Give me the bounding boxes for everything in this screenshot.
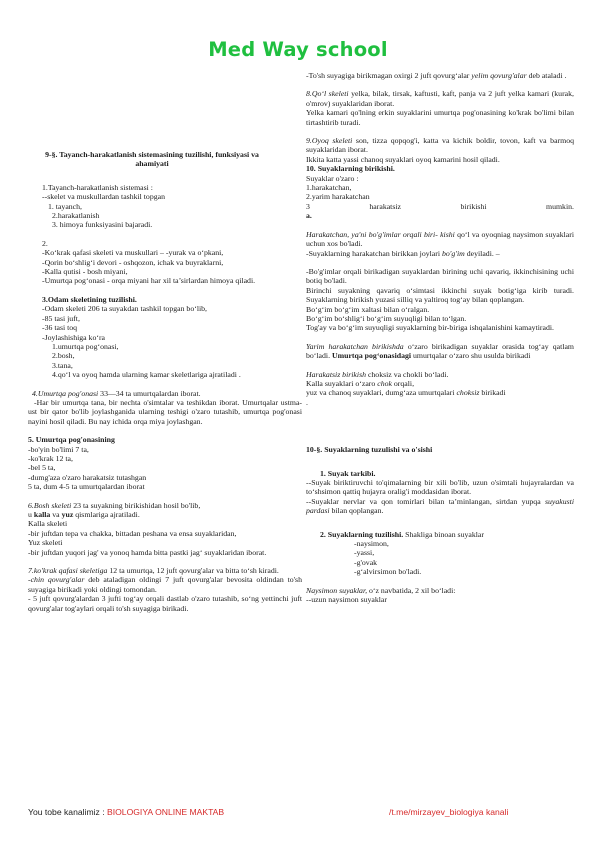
r4-word: birikishi: [460, 201, 487, 211]
r5-italic: Harakatchan, ya'ni bo'g'imlar orqali biri- kishi: [306, 229, 455, 239]
s5-line: -dumg'aza o'zaro harakatsiz tutashgan: [28, 472, 147, 482]
left-column: [28, 150, 302, 613]
section-10-heading: 10-§. Suyaklarning tuzulishi va o'sishi: [306, 445, 433, 455]
r2-line: [306, 89, 574, 108]
r6-line: Bo‘g‘im bo‘shlig‘i bo‘g‘im suyuqligi bilan to‘lgan.: [306, 313, 467, 323]
r1-italic: yelim qovurg'alar: [471, 71, 527, 80]
t1-italic: suyakusti pardasi: [306, 496, 574, 516]
r3-line: Ikkita katta yassi chanoq suyaklari oyoq kamarini hosil qiladi.: [306, 154, 500, 164]
r8-line: [306, 370, 574, 379]
s6-line: [28, 501, 302, 510]
r6-line: -Bo'g'imlar orqali birikadigan suyaklardan birining uchi qavariq, ikkinchisining uchi botiq bo'ladi.: [306, 266, 574, 286]
youtube-channel-link[interactable]: BIOLOGIYA ONLINE MAKTAB: [106, 807, 225, 817]
t2-line: -g'ovak: [354, 557, 378, 567]
r7-italic: Yarim harakatchan birikishda: [306, 341, 404, 351]
s7-italic: -chin qovurg'alar: [28, 575, 85, 585]
t3-text: o‘z navbatida, 2 xil bo‘ladi:: [367, 585, 456, 595]
t1-title: 1. Suyak tarkibi.: [320, 468, 376, 478]
t1-text: bilan qoplangan.: [329, 506, 384, 516]
r7-bold: Umurtqa pog‘onasidagi: [331, 351, 412, 361]
footer-label: You tobe kanalimiz :: [28, 807, 107, 817]
right-column: [306, 71, 574, 604]
r8-italic: chok: [377, 378, 392, 388]
r4-line: 2.yarim harakatchan: [306, 192, 370, 202]
r5-text: -Suyaklarning harakatchan birikkan joylari: [306, 248, 442, 258]
s7-line: - 5 juft qovurg'alardan 3 jufti tog‘ay orqali dastlab o'zaro tutashib, so‘ng yettinchi juft qovurg'alar tog'aylari orqali to'sh suyagiga birikadi.: [28, 594, 302, 613]
r5-text: qo‘l va oyoqniag naysimon suyaklari uchun xos bo'ladi.: [306, 229, 574, 249]
s6-line: [28, 510, 302, 519]
s6-text: u: [28, 510, 34, 519]
s1-line: 2.harakatlanish: [52, 211, 100, 221]
s2-line: -Ko‘krak qafasi skeleti va muskullari – -yurak va o‘pkani,: [42, 248, 224, 258]
t3-line: [306, 586, 574, 595]
r6-line: Tog'ay va bo‘g‘im suyuqligi suyaklarning bir-biriga ishqalanishini kamaytiradi.: [306, 323, 554, 333]
s3-line: 3.tana,: [52, 360, 73, 370]
r5-text: deyiladi. –: [464, 248, 500, 258]
r8-text: birikadi: [479, 388, 506, 398]
r6-line: Bo‘g‘im bo‘g‘im xaltasi bilan o‘ralgan.: [306, 304, 430, 314]
s3-line: 4.qo‘l va oyoq hamda ularning kamar skeletlariga ajratiladi .: [52, 370, 241, 380]
r8-text: Kalla suyaklari o‘zaro: [306, 378, 378, 388]
s6-line: Yuz skeleti: [28, 538, 63, 548]
r7-text: umurtqalar o‘zaro shu usulda birikadi: [411, 351, 531, 361]
t1-text: --Suyaklar nervlar va qon tomirlari bilan ta’minlangan, sirtdan yupqa: [306, 496, 545, 506]
r8-italic: choksiz: [456, 388, 480, 398]
s7-rest: deb ataladigan oldingi 7 juft qovurg'alar bevosita oldindan to'sh suyagiga birikadi yoki oldingi tomondan.: [28, 575, 302, 594]
r4-word: harakatsiz: [369, 201, 402, 211]
s5-line: -ko'krak 12 ta,: [28, 453, 73, 463]
s5-line: -bel 5 ta,: [28, 463, 56, 473]
t1-line: [306, 497, 574, 516]
s2-line: -Qorin bo‘shlig‘i devori - oshqozon, ichak va buyraklarni,: [42, 257, 224, 267]
s5-title: 5. Umurtqa pog'onasining: [28, 435, 115, 445]
r7-line: [306, 342, 574, 361]
t2-title: 2. Suyaklarning tuzilishi.: [320, 529, 404, 539]
s3-line: -Joylashishiga ko‘ra: [42, 332, 106, 342]
r8-line: [306, 388, 574, 397]
s3-line: 1.umurtqa pog‘onasi,: [52, 341, 119, 351]
t1-line: --Suyak biriktiruvchi to'qimalarning bir xili bo'lib, uzun o'simtali hujayralardan va to‘shsimon qattiq hujayra oralig'i moddasidan iborat.: [306, 478, 574, 497]
t2-title-line: [306, 530, 574, 539]
s2-line: -Kalla qutisi - bosh miyani,: [42, 267, 128, 277]
s6-text: qismlariga ajratiladi.: [73, 510, 140, 519]
r8-text: orqali,: [391, 378, 415, 388]
t3-italic: Naysimon suyaklar,: [306, 585, 368, 595]
r5-line: [306, 230, 574, 249]
r3-italic: 9.Oyoq skeleti: [306, 136, 353, 146]
r4-line: Suyaklar o'zaro :: [306, 173, 359, 183]
s2-title: 2.: [42, 238, 48, 248]
r8-line: [306, 379, 574, 388]
s3-line: -85 tasi juft,: [42, 313, 80, 323]
s3-line: -Odam skeleti 206 ta suyakdan tashkil topgan bo‘lib,: [42, 304, 208, 314]
r4-line: a.: [306, 211, 312, 221]
r4-word: 3: [306, 201, 310, 211]
s3-line: 2.bosh,: [52, 351, 75, 361]
s6-bold: kalla: [33, 510, 51, 519]
s7-italic: 7.ko'krak qafasi skeletiga: [28, 566, 108, 576]
r2-text: yelka, bilak, tirsak, kaftusti, kaft, panja va 2 juft yelka kamari (kurak, o'mrov) suyaklaridan iborat.: [306, 89, 574, 108]
school-banner: Med Way school: [208, 38, 388, 61]
r8-italic: Harakatsiz birikish: [306, 369, 366, 379]
t2-line: -yassi,: [354, 548, 375, 558]
s3-title: 3.Odam skeletining tuzilishi.: [42, 294, 137, 304]
s6-line: -bir juftdan tepa va chakka, bittadan peshana va ensa suyaklaridan,: [28, 528, 237, 538]
s3-line: -36 tasi toq: [42, 323, 78, 333]
r3-line: [306, 136, 574, 155]
r5-line: [306, 249, 574, 258]
s1-line: 3. himoya funksiyasini bajaradi.: [52, 220, 153, 230]
s4-italic: 4.Umurtqa pog'onasi: [32, 388, 99, 398]
t3-line: --uzun naysimon suyaklar: [306, 595, 387, 605]
r4-word: mumkin.: [546, 201, 574, 211]
r2-italic: 8.Qo‘l skeleti: [306, 89, 349, 99]
s7-line: [28, 575, 302, 594]
r4-line: 1.harakatchan,: [306, 183, 352, 193]
s6-bold: yuz: [61, 510, 74, 519]
t2-line: -naysimon,: [354, 539, 389, 549]
s7-line: [28, 566, 302, 575]
s7-rest: 12 ta umurtqa, 12 juft qovurg'alar va bitta to‘sh kiradi.: [107, 566, 279, 576]
r1-text: -To'sh suyagiga birikmagan oxirgi 2 juft qovurg‘alar: [306, 71, 472, 80]
r8-text: choksiz va chokli bo‘ladi.: [366, 369, 449, 379]
telegram-channel-link[interactable]: /t.me/mirzayev_biologiya kanali: [389, 807, 509, 817]
r8-dot: .: [306, 397, 308, 407]
s6-text: va: [50, 510, 62, 519]
s4-body: -Har bir umurtqa tana, bir nechta o'simtalar va teshikdan iborat. Umurtqalar ustma-ust bir qator bo'lib joylashganida ularning teshigi o'zaro tutashib, umurtqa pog'onasi nayini hosil qiladi. Bu nay ichida orqa miya joylashgan.: [28, 397, 302, 426]
s2-line: -Umurtqa pog‘onasi - orqa miyani har xil ta’sirlardan himoya qiladi.: [42, 276, 256, 286]
s1-title: 1.Tayanch-harakatlanish sistemasi :: [42, 182, 153, 192]
r6-line: Birinchi suyakning qavariq o‘simtasi ikkinchi suyak botig‘iga kirib turadi. Suyaklarning birikish yuzasi silliq va yaltiroq tog‘ay bilan qoplangan.: [306, 285, 574, 305]
s4-rest: 33—34 ta umurtqalardan iborat.: [98, 388, 201, 398]
s6-italic: 6.Bosh skeleti: [28, 500, 72, 510]
r8-text: yuz va chanoq suyaklari, dumg‘aza umurtqalari: [306, 388, 457, 398]
s1-line: 1. tayanch,: [48, 201, 82, 211]
t2-text: Shakliga binoan suyaklar: [403, 529, 484, 539]
s6-line: -bir juftdan yuqori jag' va yonoq hamda bitta pastki jag‘ suyaklaridan iborat.: [28, 547, 267, 557]
r4-line: [306, 202, 574, 211]
s1-line: --skelet va muskullardan tashkil topgan: [42, 192, 165, 202]
r1-text: deb ataladi .: [526, 71, 567, 80]
s6-line: Kalla skeleti: [28, 519, 68, 529]
s5-line: -bo'yin bo'limi 7 ta,: [28, 444, 89, 454]
r7-text: o‘zaro birikadigan suyaklar orasida tog‘ay qatlam bo‘ladi.: [306, 341, 574, 361]
t2-line: -g‘alvirsimon bo'ladi.: [354, 567, 422, 577]
s6-rest: 23 ta suyakning birikishidan hosil bo'lib,: [71, 500, 201, 510]
s5-line: 5 ta, dum 4-5 ta umurtqalardan iborat: [28, 482, 145, 492]
r4-title: 10. Suyaklarning birikishi.: [306, 164, 395, 174]
page-footer: [28, 807, 574, 817]
s4-line: [28, 389, 302, 398]
r2-line: Yelka kamari qo'lning erkin suyaklarini umurtqa pog'onasining ko'krak bo'limi bilan tirtashtirib turadi.: [306, 108, 574, 127]
r1-line: [306, 71, 574, 80]
section-heading: 9-§. Tayanch-harakatlanish sistemasining tuzilishi, funksiyasi va ahamiyati: [45, 150, 259, 169]
r5-italic: bo'g'im: [441, 248, 465, 258]
r3-text: son, tizza qopqog'i, katta va kichik boldir, tovon, kaft va barmoq suyaklaridan iborat.: [306, 136, 574, 155]
